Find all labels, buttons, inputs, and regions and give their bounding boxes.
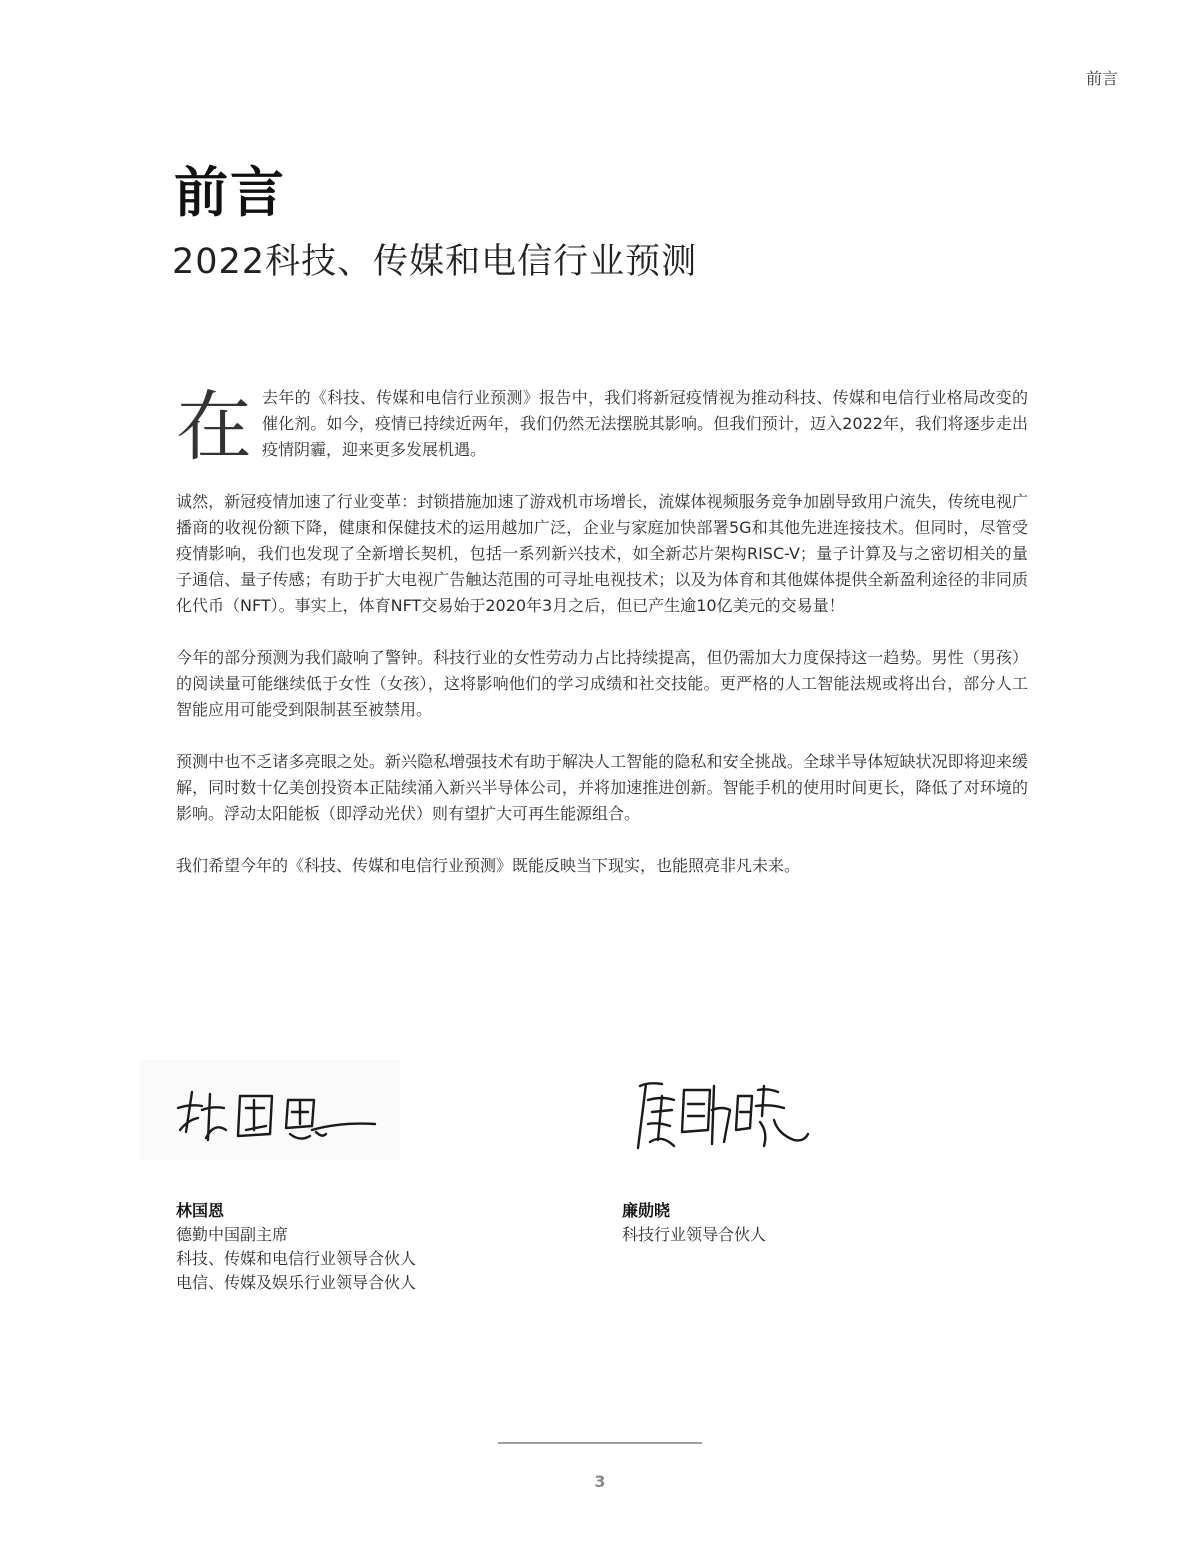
running-header: 前言 (1085, 69, 1118, 88)
signatory-block (612, 1060, 912, 1244)
signatory-name: 廉勋晓 (622, 1201, 671, 1220)
footer-divider (498, 1442, 702, 1444)
page-title: 前言 (174, 161, 286, 224)
body-paragraph: 预测中也不乏诸多亮眼之处。新兴隐私增强技术有助于解决人工智能的隐私和安全挑战。全球半导体短缺状况即将迎来缓解，同时数十亿美创投资本正陆续涌入新兴半导体公司，并将加速推进创新。智能手机的使用时间更长，降低了对环境的影响。浮动太阳能板（即浮动光伏）则有望扩大可再生能源组合。 (176, 752, 1028, 823)
signatures-section (0, 1060, 1200, 1300)
handwritten-signature (140, 1060, 400, 1160)
lead-paragraph (176, 382, 1028, 471)
signatory-name: 林国恩 (176, 1201, 225, 1220)
signatory-title: 科技行业领导合伙人 (622, 1225, 767, 1244)
lead-paragraph-text: 去年的《科技、传媒和电信行业预测》报告中，我们将新冠疫情视为推动科技、传媒和电信行业格局改变的催化剂。如今，疫情已持续近两年，我们仍然无法摆脱其影响。但我们预计，迈入2022年，我们将逐步走出疫情阴霾，迎来更多发展机遇。 (262, 388, 1028, 459)
signatory-title: 科技、传媒和电信行业领导合伙人 (176, 1249, 417, 1268)
drop-cap: 在 (176, 382, 252, 471)
page-subtitle: 2022科技、传媒和电信行业预测 (172, 242, 698, 282)
body-paragraph: 诚然，新冠疫情加速了行业变革：封锁措施加速了游戏机市场增长，流媒体视频服务竞争加剧导致用户流失，传统电视广播商的收视份额下降，健康和保健技术的运用越加广泛，企业与家庭加快部署5G和其他先进连接技术。但同时，尽管受疫情影响，我们也发现了全新增长契机，包括一系列新兴技术，如全新芯片架构RISC-V；量子计算及与之密切相关的量子通信、量子传感；有助于扩大电视广告触达范围的可寻址电视技术；以及为体育和其他媒体提供全新盈利途径的非同质化代币（NFT）。事实上，体育NFT交易始于2020年3月之后，但已产生逾10亿美元的交易量！ (176, 492, 1028, 615)
body-text (176, 382, 1028, 905)
signatory-title: 电信、传媒及娱乐行业领导合伙人 (176, 1273, 417, 1292)
signatory-title: 德勤中国副主席 (176, 1225, 289, 1244)
signatory-block (140, 1060, 440, 1292)
body-paragraph: 我们希望今年的《科技、传媒和电信行业预测》既能反映当下现实，也能照亮非凡未来。 (176, 856, 801, 875)
body-paragraph: 今年的部分预测为我们敲响了警钟。科技行业的女性劳动力占比持续提高，但仍需加大力度保持这一趋势。男性（男孩）的阅读量可能继续低于女性（女孩），这将影响他们的学习成绩和社交技能。更严格的人工智能法规或将出台，部分人工智能应用可能受到限制甚至被禁用。 (176, 648, 1028, 719)
page-number: 3 (594, 1472, 606, 1491)
handwritten-signature (618, 1060, 838, 1160)
